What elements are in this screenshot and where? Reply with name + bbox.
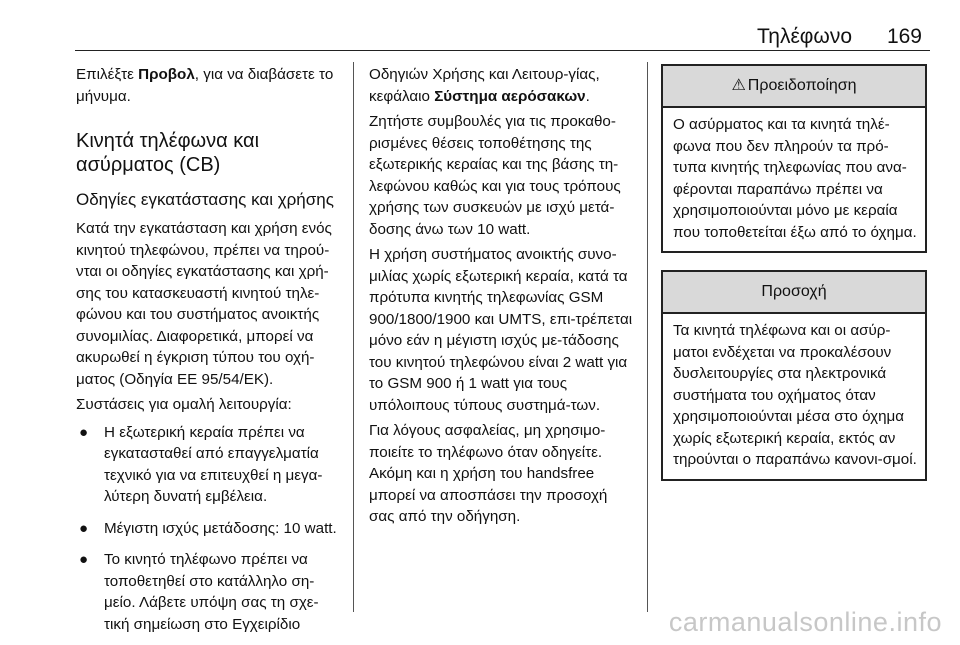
column-divider-2 [647,62,648,612]
continued-paragraph: Οδηγιών Χρήσης και Λειτουρ-γίας, κεφάλαιο Σύστημα αερόσακων. [369,66,600,105]
warning-text: Ο ασύρματος και τα κινητά τηλέ-φωνα που δεν πληρούν τα πρό-τυπα κινητής τηλεφωνίας που ανα-φέρονται παραπάνω πρέπει να χρησιμοποιούνται μόνο με κεραία που τοποθετείται έξω από το όχημα. [673,116,917,241]
caution-box [661,270,927,481]
list-item: ● Η εξωτερική κεραία πρέπει να εγκατασταθεί από επαγγελματία τεχνικό για να επιτευχθεί η μεγα-λύτερη δυνατή εμβέλεια. [79,423,323,505]
chapter-reference: Σύστημα αερόσακων [434,87,586,105]
header-title: Τηλέφωνο [756,25,852,48]
bullet-icon: ● [79,423,89,441]
section-subheading: Οδηγίες εγκατάστασης και χρήσης [76,190,334,209]
warning-title: Προειδοποίηση [747,77,857,94]
page-header [0,0,960,50]
intro-bold-term: Προβολ [138,66,195,83]
list-item: ● Μέγιστη ισχύς μετάδοσης: 10 watt. [76,518,341,540]
antenna-advice-paragraph: Ζητήστε συμβουλές για τις προκαθο-ρισμένες θέσεις τοποθέτησης της εξωτερικής κεραίας και της βάσης τη-λεφώνου καθώς και για τους τρόπους χρήσης των συσκευών με ισχύ μετά-δοσης άνω των 10 watt. [369,113,621,238]
warning-box [661,64,927,253]
watermark: carmanualsonline.info [668,607,942,637]
column-right [661,64,927,498]
handsfree-standards-paragraph: Η χρήση συστήματος ανοικτής συνο-μιλίας χωρίς εξωτερική κεραία, κατά τα πρότυπα κινητής τηλεφωνίας GSM 900/1800/1900 και UMTS, επι-τρέπεται μόνο εάν η μέγιστη ισχύς με-τάδοσης του κινητού τηλεφώνου είναι 2 watt για το GSM 900 ή 1 watt για τους υπόλοιπους τύπους συστημά-των. [369,246,633,414]
caution-title: Προσοχή [663,272,925,314]
bullet-icon: ● [79,519,89,537]
column-left [76,64,341,645]
caution-text: Τα κινητά τηλέφωνα και οι ασύρ-ματοι ενδέχεται να προκαλέσουν δυσλειτουργίες στα ηλεκτρονικά συστήματα του οχήματος όταν χρησιμοποιούνται μέσα στο όχημα χωρίς εξωτερική κεραία, εκτός αν τηρούνται ο παραπάνω κανονι-σμοί. [673,322,917,468]
recommendations-list [76,422,341,636]
section-heading: Κινητά τηλέφωνα και ασύρματος (CB) [76,130,260,176]
page-number: 169 [886,25,922,48]
recommendations-lead: Συστάσεις για ομαλή λειτουργία: [76,396,292,413]
list-item: ● Το κινητό τηλέφωνο πρέπει να τοποθετηθεί στο κατάλληλο ση-μείο. Λάβετε υπόψη σας τη σχε-τική σημείωση στο Εγχειρίδιο [79,551,319,633]
header-rule [75,50,930,51]
warning-header [663,66,925,108]
installation-paragraph: Κατά την εγκατάσταση και χρήση ενός κινητού τηλεφώνου, πρέπει να τηρού-νται οι οδηγίες εγκατάστασης και χρή-σης του κατασκευαστή κινητού τηλε-φώνου και του συστήματος ανοικτής συνομιλίας. Διαφορετικά, μπορεί να ακυρωθεί η έγκριση τύπου του οχή-ματος (Οδηγία ΕΕ 95/54/ΕΚ). [76,220,332,388]
column-middle [369,64,637,532]
warning-triangle-icon: ⚠ [731,77,746,94]
intro-text: Επιλέξτε Προβολ, για να διαβάσετε το μήνυμα. [76,66,334,105]
column-divider-1 [353,62,354,612]
bullet-icon: ● [79,551,89,568]
safety-paragraph: Για λόγους ασφαλείας, μη χρησιμο-ποιείτε το τηλέφωνο όταν οδηγείτε. Ακόμη και η χρήση του handsfree μπορεί να αποσπάσει την προσοχή σας από την οδήγηση. [369,422,608,525]
